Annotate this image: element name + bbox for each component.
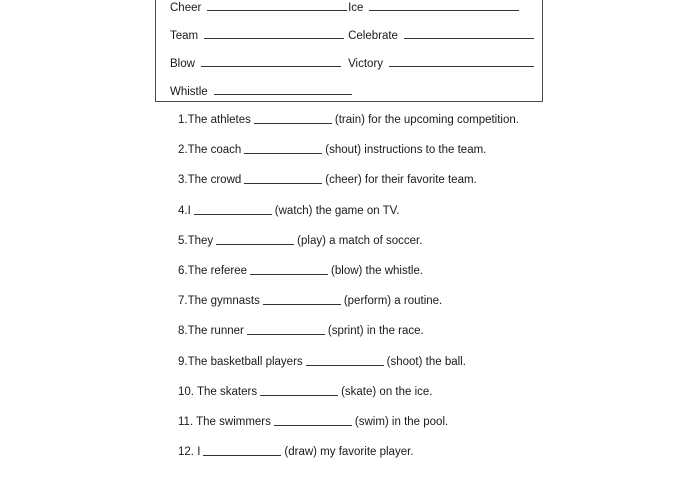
sentence-number: 12. — [178, 446, 194, 459]
answer-blank[interactable] — [244, 142, 322, 154]
write-line[interactable] — [389, 55, 534, 67]
word-bank-entry — [348, 0, 534, 14]
sentence-number: 5. — [178, 234, 188, 247]
answer-blank[interactable] — [203, 444, 281, 456]
sentence-item — [178, 384, 678, 414]
sentence-text-after: (train) for the upcoming competition. — [334, 114, 519, 126]
answer-blank[interactable] — [274, 414, 352, 426]
sentence-number: 10. — [178, 385, 194, 398]
sentence-item — [178, 142, 678, 172]
word-bank-box — [155, 0, 543, 102]
sentence-number: 4. — [178, 204, 188, 217]
sentence-number: 9. — [178, 355, 188, 368]
word-bank-entry — [170, 55, 348, 70]
word-bank-row — [170, 27, 534, 55]
answer-blank[interactable] — [194, 203, 272, 215]
word-bank-word: Cheer — [170, 2, 202, 14]
sentence-number: 2. — [178, 144, 188, 157]
word-bank-word: Victory — [348, 58, 384, 70]
answer-blank[interactable] — [260, 384, 338, 396]
word-bank-entry — [348, 55, 534, 70]
sentence-item — [178, 323, 678, 353]
answer-blank[interactable] — [254, 112, 332, 124]
sentence-item — [178, 172, 678, 202]
sentence-text-before: The referee — [187, 264, 248, 277]
sentence-text-before: I — [194, 446, 201, 459]
sentence-text-before: The gymnasts — [187, 295, 260, 308]
sentence-number: 6. — [178, 264, 188, 277]
sentence-number: 8. — [178, 325, 188, 338]
answer-blank[interactable] — [244, 172, 322, 184]
sentence-number: 3. — [178, 174, 188, 187]
sentence-text-after: (skate) on the ice. — [341, 385, 433, 398]
answer-blank[interactable] — [250, 263, 328, 275]
answer-blank[interactable] — [263, 293, 341, 305]
sentence-text-after: (sprint) in the race. — [327, 325, 424, 338]
write-line[interactable] — [404, 27, 534, 39]
word-bank-entry — [170, 83, 352, 98]
sentence-text-after: (cheer) for their favorite team. — [325, 174, 477, 187]
sentence-text-before: They — [187, 234, 214, 247]
write-line[interactable] — [207, 0, 347, 11]
write-line[interactable] — [201, 55, 341, 67]
sentence-text-after: (blow) the whistle. — [331, 264, 424, 277]
sentence-item — [178, 354, 678, 384]
sentence-text-after: (watch) the game on TV. — [274, 204, 400, 217]
sentence-item — [178, 112, 678, 142]
word-bank-word: Team — [170, 30, 199, 42]
word-bank-word: Ice — [348, 2, 364, 14]
word-bank-row — [170, 0, 534, 27]
sentence-item — [178, 233, 678, 263]
sentence-number: 1. — [178, 114, 188, 126]
word-bank-entry — [170, 27, 348, 42]
sentence-text-before: I — [187, 204, 191, 217]
sentence-item — [178, 203, 678, 233]
sentence-text-before: The swimmers — [193, 415, 271, 428]
sentence-text-after: (shoot) the ball. — [386, 355, 466, 368]
sentence-text-before: The coach — [187, 144, 242, 157]
sentence-text-after: (play) a match of soccer. — [297, 234, 423, 247]
sentence-text-before: The runner — [187, 325, 244, 338]
word-bank-word: Whistle — [170, 86, 208, 98]
word-bank-word: Blow — [170, 58, 195, 70]
sentence-item — [178, 263, 678, 293]
word-bank-entry — [348, 27, 534, 42]
word-bank-word: Celebrate — [348, 30, 398, 42]
answer-blank[interactable] — [247, 323, 325, 335]
sentence-text-before: The basketball players — [187, 355, 303, 368]
write-line[interactable] — [214, 83, 352, 95]
sentence-text-before: The crowd — [187, 174, 242, 187]
answer-blank[interactable] — [306, 354, 384, 366]
word-bank-entry — [170, 0, 348, 14]
sentence-number: 7. — [178, 295, 188, 308]
sentence-list — [178, 112, 678, 474]
write-line[interactable] — [369, 0, 519, 11]
write-line[interactable] — [204, 27, 344, 39]
sentence-text-before: The skaters — [194, 385, 258, 398]
sentence-item — [178, 444, 678, 474]
sentence-item — [178, 293, 678, 323]
sentence-text-before: The athletes — [187, 114, 251, 126]
word-bank-rows — [170, 0, 534, 111]
word-bank-row — [170, 83, 534, 111]
answer-blank[interactable] — [216, 233, 294, 245]
sentence-item — [178, 414, 678, 444]
sentence-text-after: (perform) a routine. — [343, 295, 443, 308]
word-bank-row — [170, 55, 534, 83]
sentence-text-after: (swim) in the pool. — [354, 415, 449, 428]
sentence-number: 11. — [178, 415, 194, 428]
sentence-text-after: (shout) instructions to the team. — [325, 144, 487, 157]
sentence-text-after: (draw) my favorite player. — [284, 446, 414, 459]
